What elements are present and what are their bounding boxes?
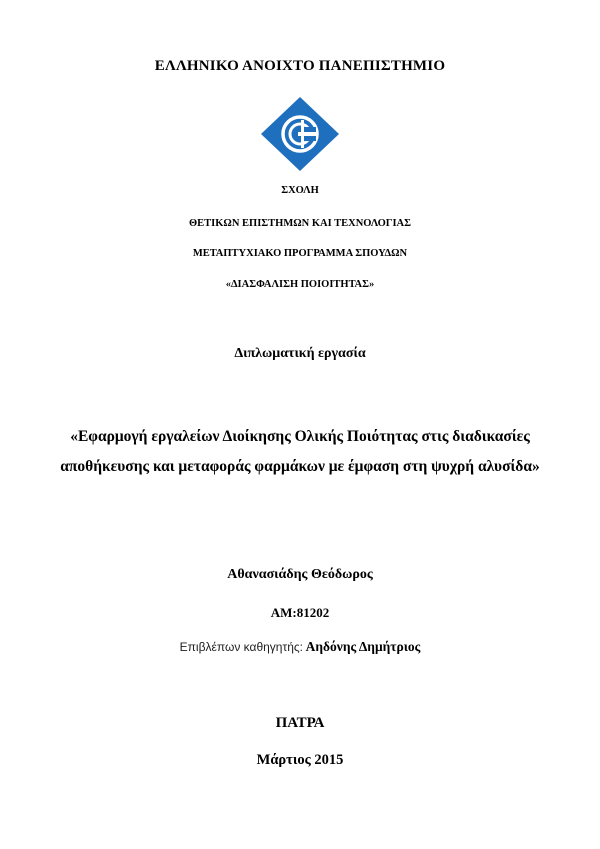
supervisor-label: Επιβλέπων καθηγητής: (179, 640, 303, 654)
date: Μάρτιος 2015 (256, 752, 344, 768)
department-name: ΘΕΤΙΚΩΝ ΕΠΙΣΤΗΜΩΝ ΚΑΙ ΤΕΧΝΟΛΟΓΙΑΣ (188, 218, 411, 229)
thesis-title: «Εφαρμογή εργαλείων Διοίκησης Ολικής Ποιότητας στις διαδικασίες αποθήκευσης και μεταφοράς φαρμάκων με έμφαση στη ψυχρή αλυσίδα» (60, 428, 540, 475)
specialization-name: «ΔΙΑΣΦΑΛΙΣΗ ΠΟΙΟΙΤΗΤΑΣ» (225, 279, 375, 290)
university-emblem-icon (261, 97, 339, 171)
supervisor-name: Αηδόνης Δημήτριος (303, 639, 421, 654)
school-label: ΣΧΟΛΗ (281, 185, 319, 196)
program-name: ΜΕΤΑΠΤΥΧΙΑΚΟ ΠΡΟΓΡΑΜΜΑ ΣΠΟΥΔΩΝ (192, 248, 408, 259)
city: ΠΑΤΡΑ (275, 715, 325, 731)
university-name: ΕΛΛΗΝΙΚΟ ΑΝΟΙΧΤΟ ΠΑΝΕΠΙΣΤΗΜΙΟ (154, 58, 446, 74)
document-type: Διπλωματική εργασία (234, 346, 366, 361)
student-id: ΑΜ:81202 (270, 605, 330, 620)
author-name: Αθανασιάδης Θεόδωρος (227, 567, 373, 582)
supervisor-line (0, 639, 600, 655)
